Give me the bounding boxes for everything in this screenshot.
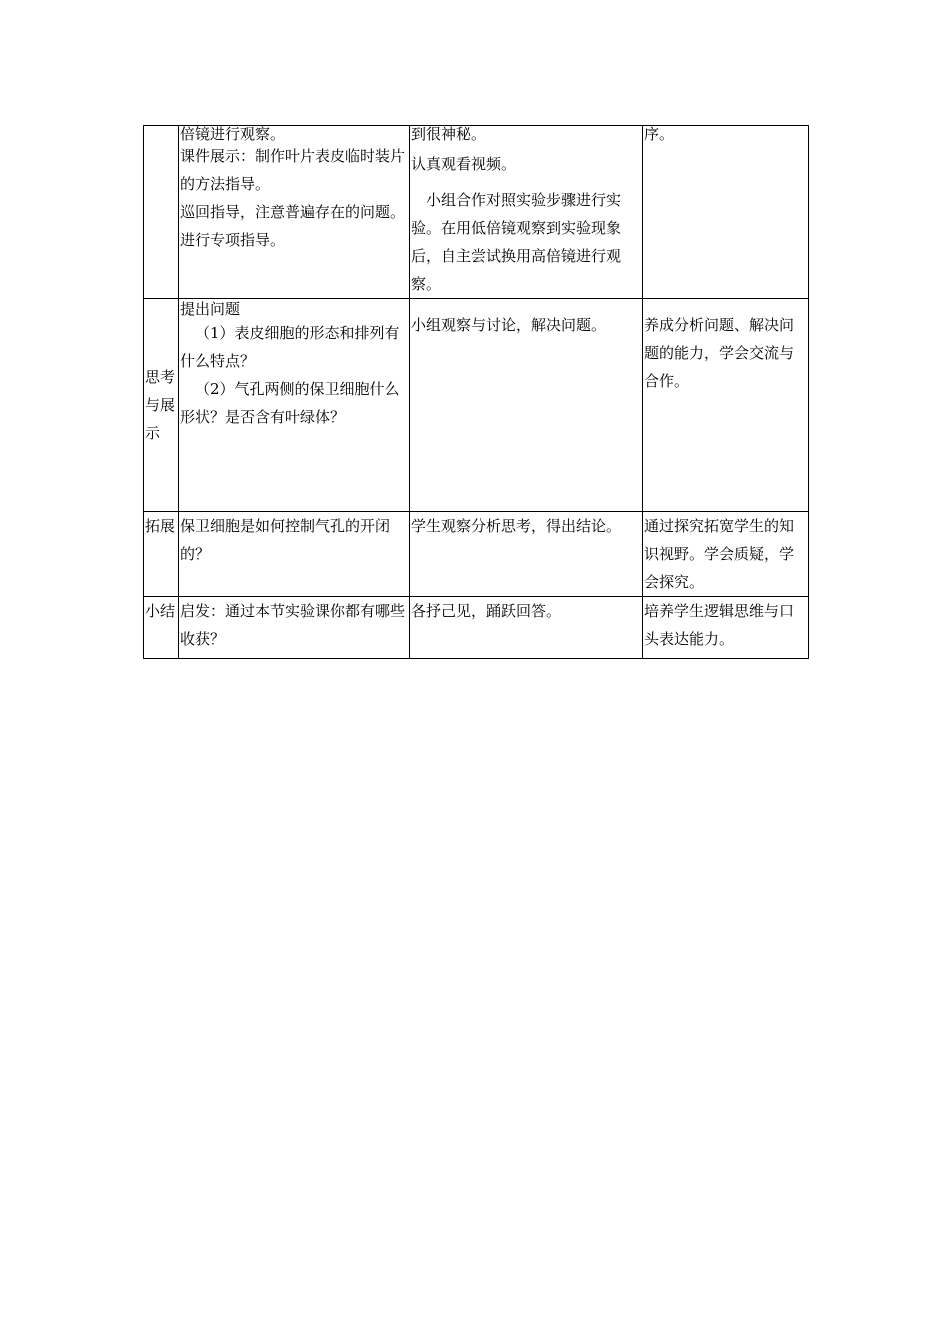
teacher-text: 倍镜进行观察。 bbox=[180, 125, 286, 143]
stage-cell bbox=[144, 512, 179, 597]
teacher-text: 启发：通过本节实验课你都有哪些收获？ bbox=[180, 602, 406, 648]
teacher-text: 课件展示：制作叶片表皮临时装片的方法指导。 bbox=[180, 147, 406, 193]
lesson-plan-table bbox=[143, 125, 809, 659]
stage-cell bbox=[144, 299, 179, 512]
intent-text: 通过探究拓宽学生的知识视野。学会质疑，学会探究。 bbox=[644, 517, 795, 591]
teacher-activity-cell bbox=[179, 512, 410, 597]
student-text: 认真观看视频。 bbox=[411, 155, 517, 173]
student-activity-cell bbox=[410, 512, 643, 597]
design-intent-cell bbox=[643, 512, 809, 597]
stage-label: 思考与展示 bbox=[145, 368, 176, 442]
student-text: 学生观察分析思考，得出结论。 bbox=[411, 517, 622, 535]
teacher-activity-cell bbox=[179, 126, 410, 299]
table-row bbox=[144, 126, 809, 299]
stage-label: 拓展 bbox=[145, 517, 176, 535]
intent-text: 养成分析问题、解决问题的能力，学会交流与合作。 bbox=[644, 316, 795, 390]
student-text: 到很神秘。 bbox=[411, 125, 487, 143]
teacher-activity-cell bbox=[179, 597, 410, 659]
stage-cell bbox=[144, 126, 179, 299]
student-text: 小组合作对照实验步骤进行实验。在用低倍镜观察到实验现象后，自主尝试换用高倍镜进行观察。 bbox=[411, 191, 622, 293]
student-activity-cell bbox=[410, 299, 643, 512]
teacher-text: （1）表皮细胞的形态和排列有什么特点？ bbox=[180, 324, 400, 370]
stage-label: 小结 bbox=[145, 602, 176, 620]
student-text: 各抒己见，踊跃回答。 bbox=[411, 602, 562, 620]
stage-cell bbox=[144, 597, 179, 659]
teacher-text: 保卫细胞是如何控制气孔的开闭的？ bbox=[180, 517, 391, 563]
teacher-text: 提出问题 bbox=[180, 300, 241, 318]
design-intent-cell bbox=[643, 126, 809, 299]
table-row bbox=[144, 512, 809, 597]
design-intent-cell bbox=[643, 597, 809, 659]
intent-text: 序。 bbox=[644, 125, 675, 143]
intent-text: 培养学生逻辑思维与口头表达能力。 bbox=[644, 602, 795, 648]
student-activity-cell bbox=[410, 126, 643, 299]
table-row bbox=[144, 299, 809, 512]
student-activity-cell bbox=[410, 597, 643, 659]
design-intent-cell bbox=[643, 299, 809, 512]
table-row bbox=[144, 597, 809, 659]
teacher-text: （2）气孔两侧的保卫细胞什么形状？是否含有叶绿体？ bbox=[180, 380, 400, 426]
teacher-text: 巡回指导，注意普遍存在的问题。进行专项指导。 bbox=[180, 203, 406, 249]
teacher-activity-cell bbox=[179, 299, 410, 512]
student-text: 小组观察与讨论，解决问题。 bbox=[411, 316, 607, 334]
